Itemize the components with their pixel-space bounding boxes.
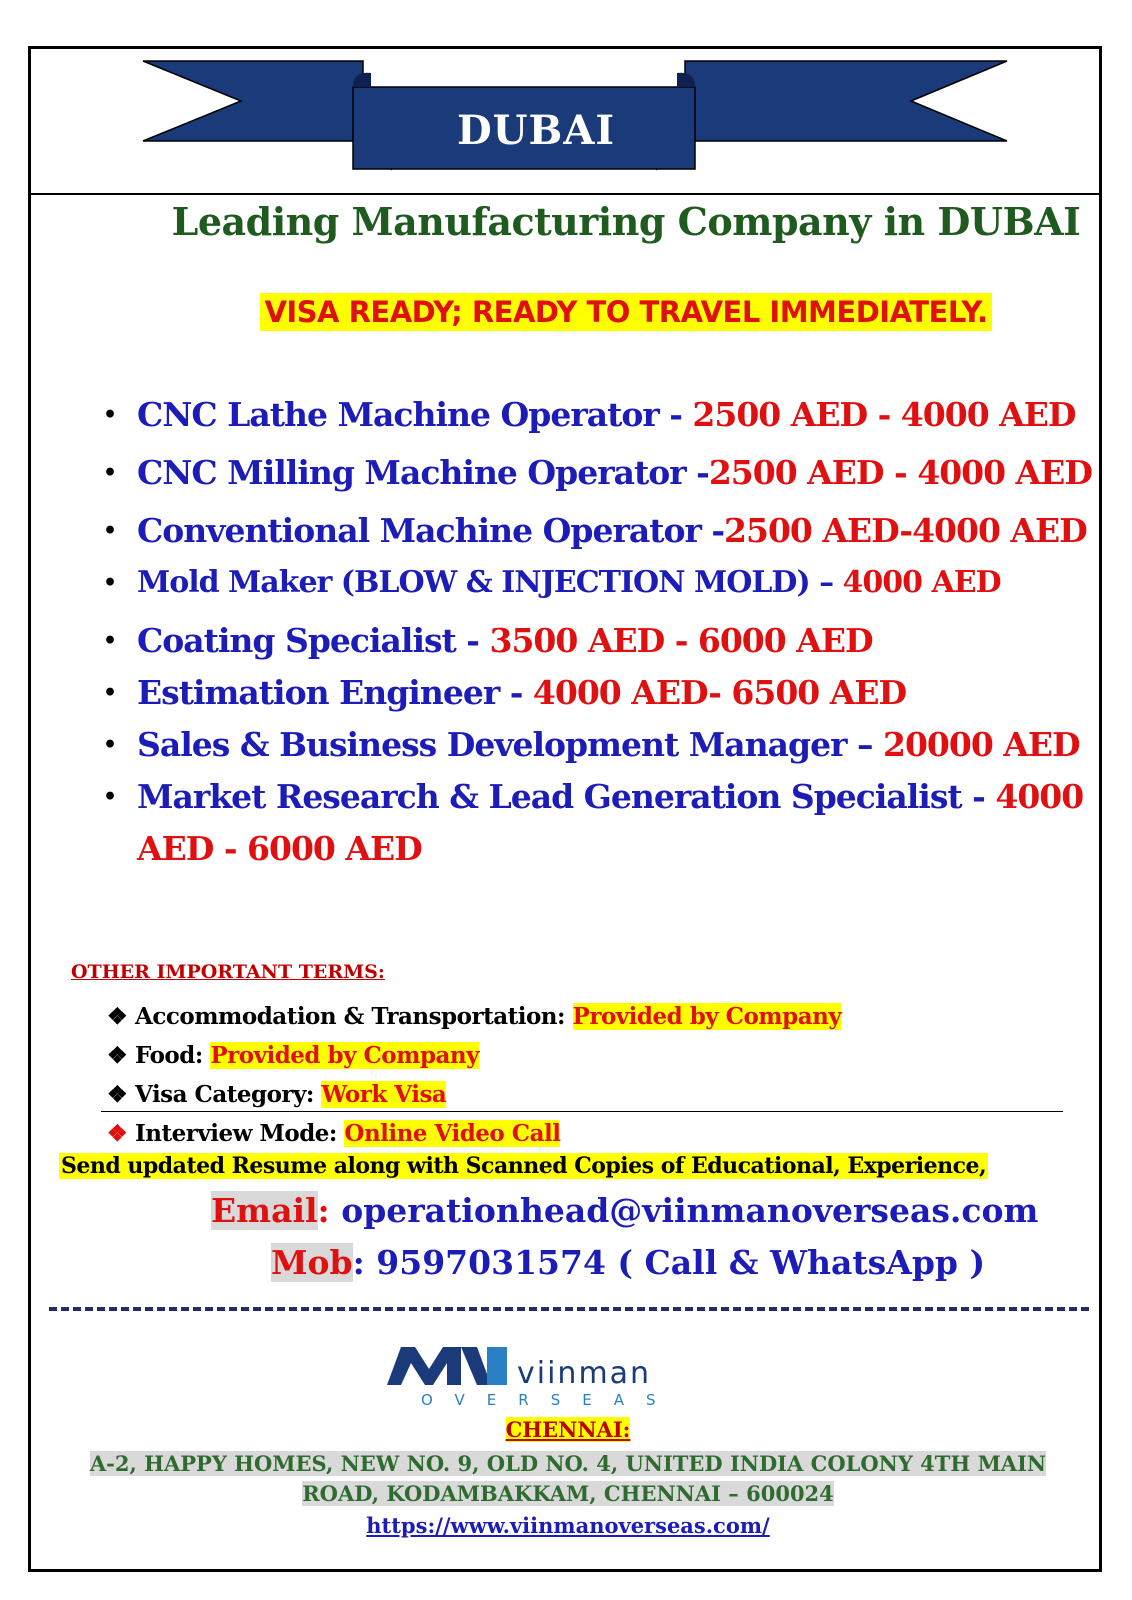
website-row	[31, 1513, 1105, 1538]
job-title: Sales & Business Development Manager	[137, 725, 847, 764]
terms-list	[107, 997, 841, 1153]
job-separator: –	[846, 725, 883, 764]
mob-colon: :	[352, 1243, 365, 1282]
term-value: Work Visa	[321, 1081, 447, 1108]
bullet-icon: •	[103, 460, 117, 486]
job-salary: 3500 AED - 6000 AED	[489, 621, 873, 660]
address-line-2: ROAD, KODAMBAKKAM, CHENNAI – 600024	[302, 1481, 834, 1506]
mob-label: Mob	[271, 1243, 353, 1282]
job-title: Conventional Machine Operator	[137, 511, 701, 550]
job-title: Estimation Engineer	[137, 673, 500, 712]
job-title: Mold Maker (BLOW & INJECTION MOLD)	[137, 565, 810, 600]
job-salary: 4000 AED- 6500 AED	[532, 673, 907, 712]
diamond-bullet-icon: ❖	[107, 1003, 128, 1030]
bullet-icon: •	[103, 402, 117, 428]
dashed-divider	[49, 1307, 1089, 1311]
term-value: Online Video Call	[344, 1120, 561, 1147]
terms-heading: OTHER IMPORTANT TERMS:	[71, 961, 385, 983]
job-separator: -	[658, 395, 693, 434]
job-salary: 20000 AED	[883, 725, 1080, 764]
job-separator: -	[685, 453, 709, 492]
job-salary: 4000 AED - 6000 AED	[137, 777, 1084, 868]
job-separator: -	[455, 621, 490, 660]
term-value: Provided by Company	[210, 1042, 480, 1069]
term-label: Interview Mode:	[135, 1120, 345, 1147]
term-value: Provided by Company	[572, 1003, 842, 1030]
job-separator: -	[961, 777, 996, 816]
term-item	[107, 1075, 841, 1114]
job-item	[91, 389, 1101, 441]
job-salary: 4000 AED	[842, 565, 1001, 600]
term-item	[107, 1114, 841, 1153]
job-item	[91, 771, 1101, 875]
visa-notice-row	[31, 295, 1132, 329]
website-link[interactable]: https://www.viinmanoverseas.com/	[366, 1513, 770, 1538]
job-separator: -	[499, 673, 533, 712]
address-line-1: A-2, HAPPY HOMES, NEW NO. 9, OLD NO. 4, UNITED INDIA COLONY 4TH MAIN	[89, 1451, 1047, 1476]
logo-subtitle: OVERSEAS	[421, 1391, 678, 1409]
mobile-line	[271, 1243, 985, 1282]
banner	[31, 49, 1099, 195]
bullet-icon: •	[103, 570, 117, 596]
office-city: CHENNAI:	[505, 1417, 631, 1442]
bullet-icon: •	[103, 628, 117, 654]
job-salary: 2500 AED-4000 AED	[724, 511, 1087, 550]
viinman-logo	[381, 1339, 761, 1411]
email-label: Email	[211, 1191, 318, 1230]
job-salary: 2500 AED - 4000 AED	[708, 453, 1092, 492]
email-colon: :	[317, 1191, 330, 1230]
job-title: Market Research & Lead Generation Specialist	[137, 777, 962, 816]
term-label: Food:	[135, 1042, 211, 1069]
bullet-icon: •	[103, 732, 117, 758]
send-resume-text: Send updated Resume along with Scanned Copies of Educational, Experience,	[61, 1153, 987, 1179]
job-salary: 2500 AED - 4000 AED	[692, 395, 1076, 434]
diamond-bullet-icon: ❖	[107, 1120, 128, 1147]
term-item	[107, 997, 841, 1036]
job-item	[91, 615, 1101, 667]
job-item	[91, 719, 1101, 771]
job-separator: -	[700, 511, 725, 550]
diamond-bullet-icon: ❖	[107, 1042, 128, 1069]
logo-m-mark	[387, 1347, 507, 1385]
banner-title: DUBAI	[456, 107, 616, 154]
job-item	[91, 667, 1101, 719]
bullet-icon: •	[103, 518, 117, 544]
term-item	[107, 1036, 841, 1075]
mob-value[interactable]: 9597031574 ( Call & WhatsApp )	[364, 1243, 986, 1282]
job-item	[91, 557, 1101, 609]
term-label: Visa Category:	[135, 1081, 322, 1108]
term-label: Accommodation & Transportation:	[135, 1003, 573, 1030]
job-separator: –	[809, 565, 843, 600]
email-value[interactable]: operationhead@viinmanoverseas.com	[329, 1191, 1039, 1230]
job-title: CNC Milling Machine Operator	[137, 453, 686, 492]
bullet-icon: •	[103, 680, 117, 706]
job-list	[91, 389, 1101, 875]
poster-frame	[28, 46, 1102, 1572]
diamond-bullet-icon: ❖	[107, 1081, 128, 1108]
headline: Leading Manufacturing Company in DUBAI	[171, 199, 1081, 244]
visa-notice: VISA READY; READY TO TRAVEL IMMEDIATELY.	[260, 293, 991, 331]
bullet-icon: •	[103, 784, 117, 810]
job-item	[91, 447, 1101, 499]
email-line	[211, 1191, 1038, 1230]
office-address	[31, 1449, 1105, 1509]
logo-wordmark: viinman	[517, 1356, 652, 1391]
office-city-row	[31, 1417, 1105, 1442]
divider	[101, 1111, 1063, 1112]
job-item	[91, 505, 1101, 557]
job-title: Coating Specialist	[137, 621, 456, 660]
job-title: CNC Lathe Machine Operator	[137, 395, 659, 434]
